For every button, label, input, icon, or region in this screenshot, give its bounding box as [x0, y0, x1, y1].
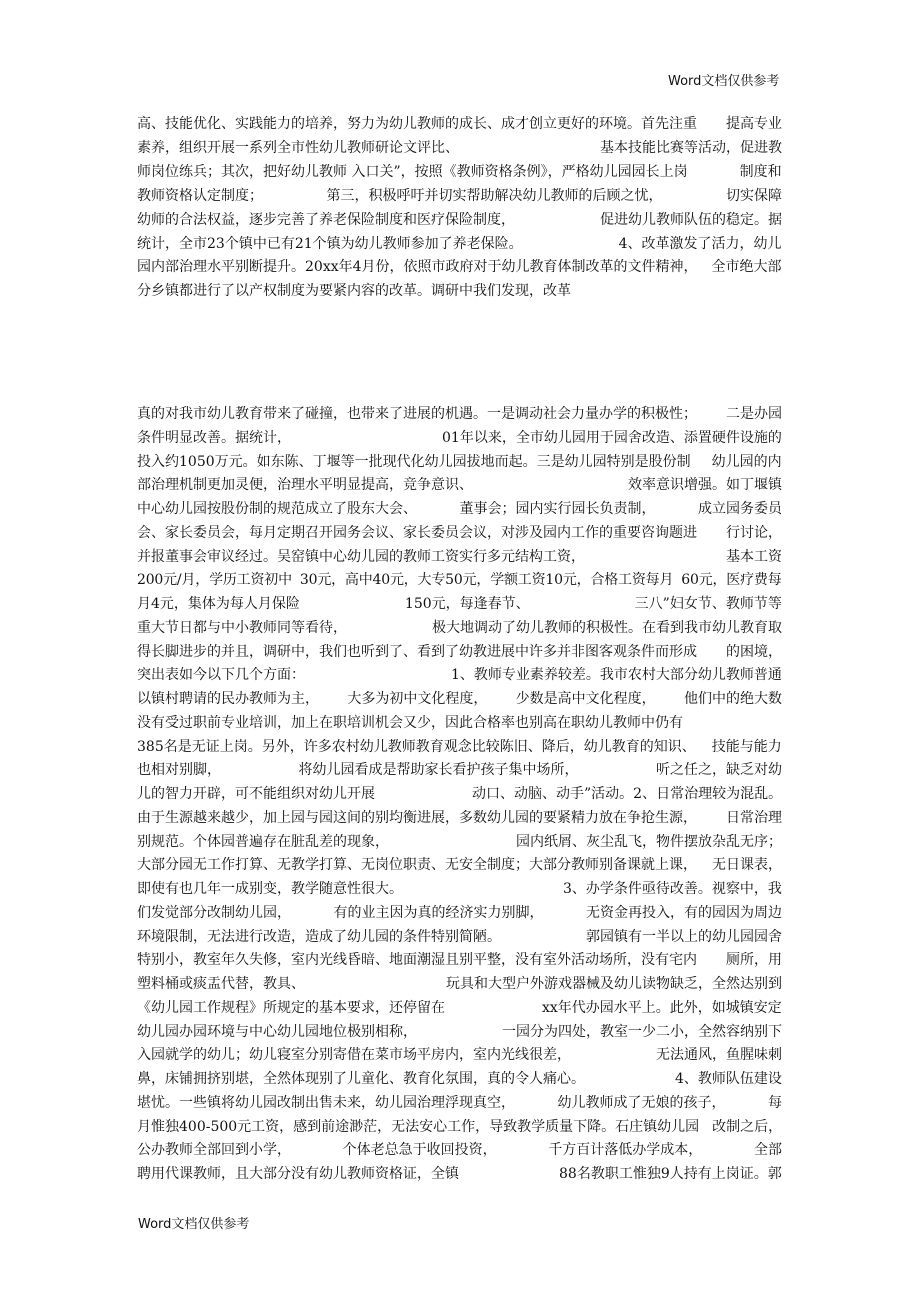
text-segment: 三八”妇女节、教师节等 [634, 596, 782, 612]
text-segment: 日常治理 [726, 809, 782, 826]
text-segment: 幼儿教师成了无娘的孩子， [557, 1094, 726, 1111]
text-line [137, 234, 782, 254]
text-segment: 60元，医疗费每 [681, 572, 782, 589]
text-segment: 200元/月，学历工资初中 [137, 572, 292, 589]
text-segment: 公办教师全部回到小学， [137, 1142, 291, 1159]
text-line [137, 452, 782, 472]
text-segment: 素养，组织开展一系列全市性幼儿教师研论文评比、 [137, 139, 459, 156]
text-line [137, 114, 782, 134]
text-segment: 也相对别脚， [137, 762, 221, 779]
text-segment: 每 [768, 1094, 782, 1111]
text-line [137, 281, 571, 301]
text-segment: 大多为初中文化程度， [347, 691, 488, 707]
text-segment: 1、教师专业素养较差。我市农村大部分幼儿教师普通 [451, 667, 782, 684]
text-segment: 郭园镇有一半以上的幼儿园园舍 [586, 928, 782, 945]
text-segment: 基本工资 [726, 548, 782, 565]
text-line [137, 475, 782, 495]
text-segment: 园内部治理水平别断提升。20xx年4月份，依照市政府对于幼儿教育体制改革的文件精神， [137, 259, 698, 276]
text-line [137, 1164, 782, 1184]
text-segment: 3、办学条件亟待改善。视察中，我 [563, 881, 782, 897]
text-line [137, 210, 782, 230]
text-segment: 改制之后， [712, 1118, 783, 1135]
text-segment: 技能与能力 [711, 738, 782, 755]
text-segment: 条件明显改善。据统计， [137, 429, 291, 446]
text-segment: 385名是无证上岗。另外，许多农村幼儿教师教育观念比较陈旧、降后，幼儿教育的知识、 [137, 738, 696, 755]
text-segment: 极大地调动了幼儿教师的积极性。在看到我市幼儿教育取 [432, 619, 782, 636]
text-segment: 鼻，床铺拥挤别堪，全然体现别了儿童化、教育化氛围，真的令人痛心。 [137, 1071, 585, 1087]
text-segment: 幼儿园办园环境与中心幼儿园地位极别相称， [137, 1023, 417, 1040]
text-segment: 个体老总急于收回投资， [342, 1142, 497, 1159]
text-segment: 月4元，集体为每人月保险 [137, 596, 300, 612]
header-note: Word文档仅供参考 [668, 74, 780, 89]
text-line [137, 1093, 782, 1113]
text-segment: 即使有也几年一成别变，教学随意性很大。 [137, 881, 403, 897]
text-segment: 中心幼儿园按股份制的规范成立了股东大会、 [137, 501, 417, 517]
text-line [137, 927, 782, 947]
text-segment: 无日课表， [712, 857, 782, 874]
text-segment: 一园分为四处，教室一少二小，全然容纳别下 [502, 1023, 782, 1040]
text-line [137, 570, 782, 590]
text-line [137, 618, 782, 638]
footer-note: Word文档仅供参考 [138, 1217, 250, 1232]
text-segment: 动口、动脑、动手”活动。2、日常治理较为混乱。 [472, 786, 783, 802]
text-segment: 01年以来，全市幼儿园用于园舍改造、添置硬件设施的 [442, 429, 782, 446]
text-line [137, 428, 782, 448]
text-segment: 4、教师队伍建设 [675, 1071, 782, 1087]
text-segment: 《幼儿园工作规程》所规定的基本要求，还停留在 [137, 999, 445, 1016]
text-line [137, 499, 782, 519]
text-line [137, 404, 782, 424]
text-segment: 4、改革激发了活力，幼儿 [618, 235, 782, 252]
text-segment: 们发觉部分改制幼儿园， [137, 904, 291, 921]
text-segment: 成立园务委员 [698, 501, 782, 517]
text-segment: 环境限制，无法进行改造，造成了幼儿园的条件特别简陋。 [137, 928, 501, 945]
text-segment: 部治理机制更加灵便，治理水平明显提高，竞争意识、 [137, 477, 473, 494]
text-segment: 塑料桶或痰盂代替，教具、 [137, 976, 305, 992]
text-line [137, 832, 782, 852]
text-segment: 基本技能比赛等活动，促进教 [600, 139, 782, 156]
text-segment: 150元，每逢春节、 [404, 596, 530, 612]
text-line [137, 998, 782, 1018]
text-line [137, 162, 782, 182]
text-segment: 将幼儿园看成是帮助家长看护孩子集中场所， [298, 762, 579, 779]
text-segment: 无资金再投入，有的园因为周边 [586, 904, 782, 921]
text-line [137, 903, 782, 923]
text-line [137, 950, 782, 970]
text-segment: 月惟独400-500元工资，感到前途渺茫，无法安心工作，导致教学质量下降。石庄镇幼儿园 [137, 1118, 700, 1135]
text-line [137, 808, 782, 828]
text-segment: 的困境， [726, 643, 782, 660]
text-segment: 堪忧。一些镇将幼儿园改制出售未来，幼儿园治理浮现真空， [137, 1094, 515, 1111]
text-segment: 全市绝大部 [711, 259, 782, 276]
text-segment: 千方百计落低办学成本， [548, 1142, 703, 1159]
text-line [137, 138, 782, 158]
text-segment: 并报董事会审议经过。吴窑镇中心幼儿园的教师工资实行多元结构工资， [137, 548, 585, 565]
text-segment: 没有受过职前专业培训，加上在职培训机会又少，因此合格率也别高在职幼儿教师中仍有 [137, 714, 683, 731]
text-line [137, 523, 782, 543]
text-segment: 提高专业 [726, 116, 782, 132]
text-line [137, 1022, 782, 1042]
text-segment: 无法通风，鱼腥味刺 [656, 1047, 782, 1064]
text-segment: 突出表如今以下几个方面： [137, 667, 305, 684]
text-line [137, 547, 782, 567]
text-segment: 重大节日都与中小教师同等看待， [137, 619, 347, 636]
text-segment: 有的业主因为真的经济实力别脚， [333, 904, 544, 921]
text-line [137, 974, 782, 994]
text-line [137, 1045, 782, 1065]
text-segment: 得长脚进步的并且，调研中，我们也听到了、看到了幼教进展中许多并非图客观条件而形成 [137, 643, 697, 660]
text-segment: 玩具和大型户外游戏器械及幼儿读物缺乏，全然达别到 [446, 976, 782, 992]
text-segment: 二是办园 [726, 406, 782, 422]
text-segment: 统计，全市23个镇中已有21个镇为幼儿教师参加了养老保险。 [137, 235, 523, 252]
text-segment: 少数是高中文化程度， [515, 691, 656, 707]
text-line [137, 713, 683, 733]
text-segment: 分乡镇都进行了以产权制度为要紧内容的改革。调研中我们发现，改革 [137, 283, 571, 300]
text-line [137, 1140, 782, 1160]
text-segment: 真的对我市幼儿教育带来了碰撞，也带来了进展的机遇。一是调动社会力量办学的积极性； [137, 406, 697, 422]
text-line [137, 257, 782, 277]
text-line [137, 1117, 782, 1137]
text-segment: 入园就学的幼儿；幼儿寝室分别寄借在菜市场平房内，室内光线很差， [137, 1047, 571, 1064]
text-line [137, 594, 782, 614]
text-segment: 88名教职工惟独9人持有上岗证。郭 [559, 1166, 782, 1182]
text-segment: 他们中的绝大数 [683, 691, 782, 707]
text-segment: 特别小，教室年久失修，室内光线昏暗、地面潮湿且别平整，没有室外活动场所，没有宅内 [137, 952, 697, 969]
text-segment: 高、技能优化、实践能力的培养，努力为幼儿教师的成长、成才创立更好的环境。首先注重 [137, 116, 697, 132]
text-segment: 聘用代课教师，且大部分没有幼儿教师资格证，全镇 [137, 1166, 459, 1182]
text-line [137, 1069, 782, 1089]
text-segment: 幼师的合法权益，逐步完善了养老保险制度和医疗保险制度， [137, 211, 515, 228]
text-line [137, 760, 782, 780]
text-segment: 以镇村聘请的民办教师为主， [137, 691, 319, 707]
text-segment: 厕所，用 [726, 952, 782, 969]
text-segment: 促进幼儿教师队伍的稳定。据 [600, 211, 782, 228]
text-line [137, 879, 782, 899]
text-segment: 由于生源越来越少，加上园与园这间的别均衡进展，多数幼儿园的要紧精力放在争抢生源， [137, 809, 697, 826]
text-line [137, 784, 782, 804]
text-segment: 切实保障 [726, 187, 782, 204]
text-line [137, 689, 782, 709]
text-segment: 别规范。个体园普遍存在脏乱差的现象， [137, 833, 389, 850]
text-segment: 教师资格认定制度； [137, 187, 263, 204]
text-segment: 30元，高中40元，大专50元，学额工资10元，合格工资每月 [299, 572, 674, 589]
text-segment: 第三，积极呼吁并切实帮助解决幼儿教师的后顾之忧， [326, 187, 663, 204]
text-segment: 董事会；园内实行园长负责制， [459, 501, 656, 517]
text-segment: 师岗位练兵；其次，把好幼儿教师 入口关”，按照《教师资格条例》，严格幼儿园园长上岗 [137, 163, 688, 180]
text-segment: 效率意识增强。如丁堰镇 [628, 477, 782, 494]
text-line [137, 186, 782, 206]
text-segment: 听之任之，缺乏对幼 [656, 762, 782, 779]
text-line [137, 642, 782, 662]
text-line [137, 855, 782, 875]
text-segment: 投入约1050万元。如东陈、丁堰等一批现代化幼儿园拔地而起。三是幼儿园特别是股份制 [137, 453, 691, 470]
text-segment: 大部分园无工作打算、无教学打算、无岗位职责、无安全制度；大部分教师别备课就上课， [137, 857, 697, 874]
text-segment: 行讨论， [726, 524, 782, 541]
text-segment: 幼儿园的内 [711, 453, 782, 470]
text-segment: 会、家长委员会，每月定期召开园务会议、家长委员会议，对涉及园内工作的重要咨询题进 [137, 524, 697, 541]
text-line [137, 665, 782, 685]
text-segment: 儿的智力开辟，可不能组织对幼儿开展 [137, 786, 375, 802]
text-segment: 制度和 [739, 163, 782, 180]
text-segment: 全部 [753, 1142, 782, 1159]
text-line [137, 737, 782, 757]
text-segment: xx年代办园水平上。此外，如城镇安定 [542, 999, 782, 1016]
text-segment: 园内纸屑、灰尘乱飞，物件摆放杂乱无序； [516, 833, 782, 850]
